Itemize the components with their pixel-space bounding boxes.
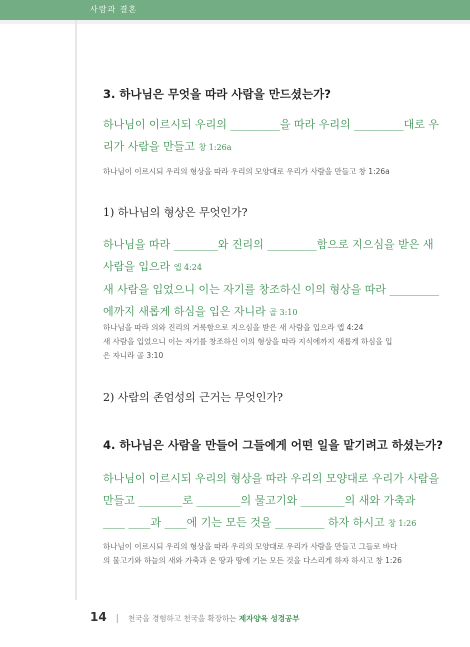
verse-ref: 창 1:26a bbox=[198, 143, 232, 152]
page-footer bbox=[90, 606, 299, 625]
footer-separator: | bbox=[115, 614, 119, 624]
fill-line: 하나님이 이르시되 우리의 형상을 따라 우리의 모양대로 우리가 사람을 bbox=[103, 472, 440, 485]
verse-ref: 창 1:26 bbox=[388, 519, 417, 528]
answer-line: 은 자니라 골 3:10 bbox=[103, 351, 164, 360]
question-3-fill bbox=[103, 114, 439, 159]
question-3 bbox=[103, 86, 433, 102]
page-number: 14 bbox=[90, 610, 107, 624]
fill-line: 리가 사람을 만들고 창 1:26a bbox=[103, 140, 232, 153]
verse-ref: 엡 4:24 bbox=[173, 263, 202, 272]
answer-line: 하나님이 이르시되 우리의 형상을 따라 우리의 모양대로 우리가 사람을 만들고 창 1:26a bbox=[103, 167, 390, 176]
margin-rule bbox=[75, 20, 77, 600]
footer-text: 천국을 경험하고 천국을 확장하는 bbox=[127, 614, 239, 623]
question-4-answer bbox=[103, 540, 433, 568]
fill-line: 에까지 새롭게 하심을 입은 자니라 골 3:10 bbox=[103, 305, 298, 318]
question-3-answer bbox=[103, 165, 433, 179]
question-4-title: 4. 하나님은 사람을 만들어 그들에게 어떤 일을 맡기려고 하셨는가? bbox=[103, 438, 443, 452]
fill-line: 새 사람을 입었으니 이는 자기를 창조하신 이의 형상을 따라 _________ bbox=[103, 283, 439, 296]
question-3-1-title: 1) 하나님의 형상은 무엇인가? bbox=[103, 206, 248, 219]
question-3-1-fill bbox=[103, 234, 439, 324]
fill-line: 만들고 ________로 ________의 물고기와 ________의 새와 가축과 bbox=[103, 494, 416, 507]
question-3-2-title: 2) 사람의 존엄성의 근거는 무엇인가? bbox=[103, 391, 283, 404]
footer-book-title: 제자양육 성경공부 bbox=[238, 614, 300, 623]
verse-ref: 골 3:10 bbox=[269, 308, 298, 317]
question-4 bbox=[103, 437, 443, 453]
fill-line: 사람을 입으라 엡 4:24 bbox=[103, 260, 202, 273]
question-4-fill bbox=[103, 468, 440, 535]
fill-line: 하나님을 따라 ________와 진리의 _________함으로 지으심을 받은 새 bbox=[103, 238, 434, 251]
question-3-2 bbox=[103, 389, 433, 405]
answer-line: 의 물고기와 하늘의 새와 가축과 온 땅과 땅에 기는 모든 것을 다스리게 하자 하시고 창 1:26 bbox=[103, 556, 402, 565]
section-label: 사람과 결혼 bbox=[90, 5, 138, 14]
question-3-title: 3. 하나님은 무엇을 따라 사람을 만드셨는가? bbox=[103, 87, 331, 101]
fill-line: ____ ____과 ____에 기는 모든 것을 _________ 하자 하시고 창 1:26 bbox=[103, 516, 417, 529]
question-3-1 bbox=[103, 204, 433, 220]
answer-line: 하나님을 따라 의와 진리의 거룩함으로 지으심을 받은 새 사람을 입으라 엡 4:24 bbox=[103, 323, 364, 332]
header-band bbox=[0, 0, 470, 20]
answer-line: 새 사람을 입었으니 이는 자기를 창조하신 이의 형상을 따라 지식에까지 새롭게 하심을 입 bbox=[103, 337, 393, 346]
header-strip bbox=[0, 20, 470, 24]
answer-line: 하나님이 이르시되 우리의 형상을 따라 우리의 모양대로 우리가 사람을 만들고 그들로 바다 bbox=[103, 542, 398, 551]
fill-line: 하나님이 이르시되 우리의 _________을 따라 우리의 _________대로 우 bbox=[103, 118, 439, 131]
question-3-1-answer bbox=[103, 321, 433, 363]
